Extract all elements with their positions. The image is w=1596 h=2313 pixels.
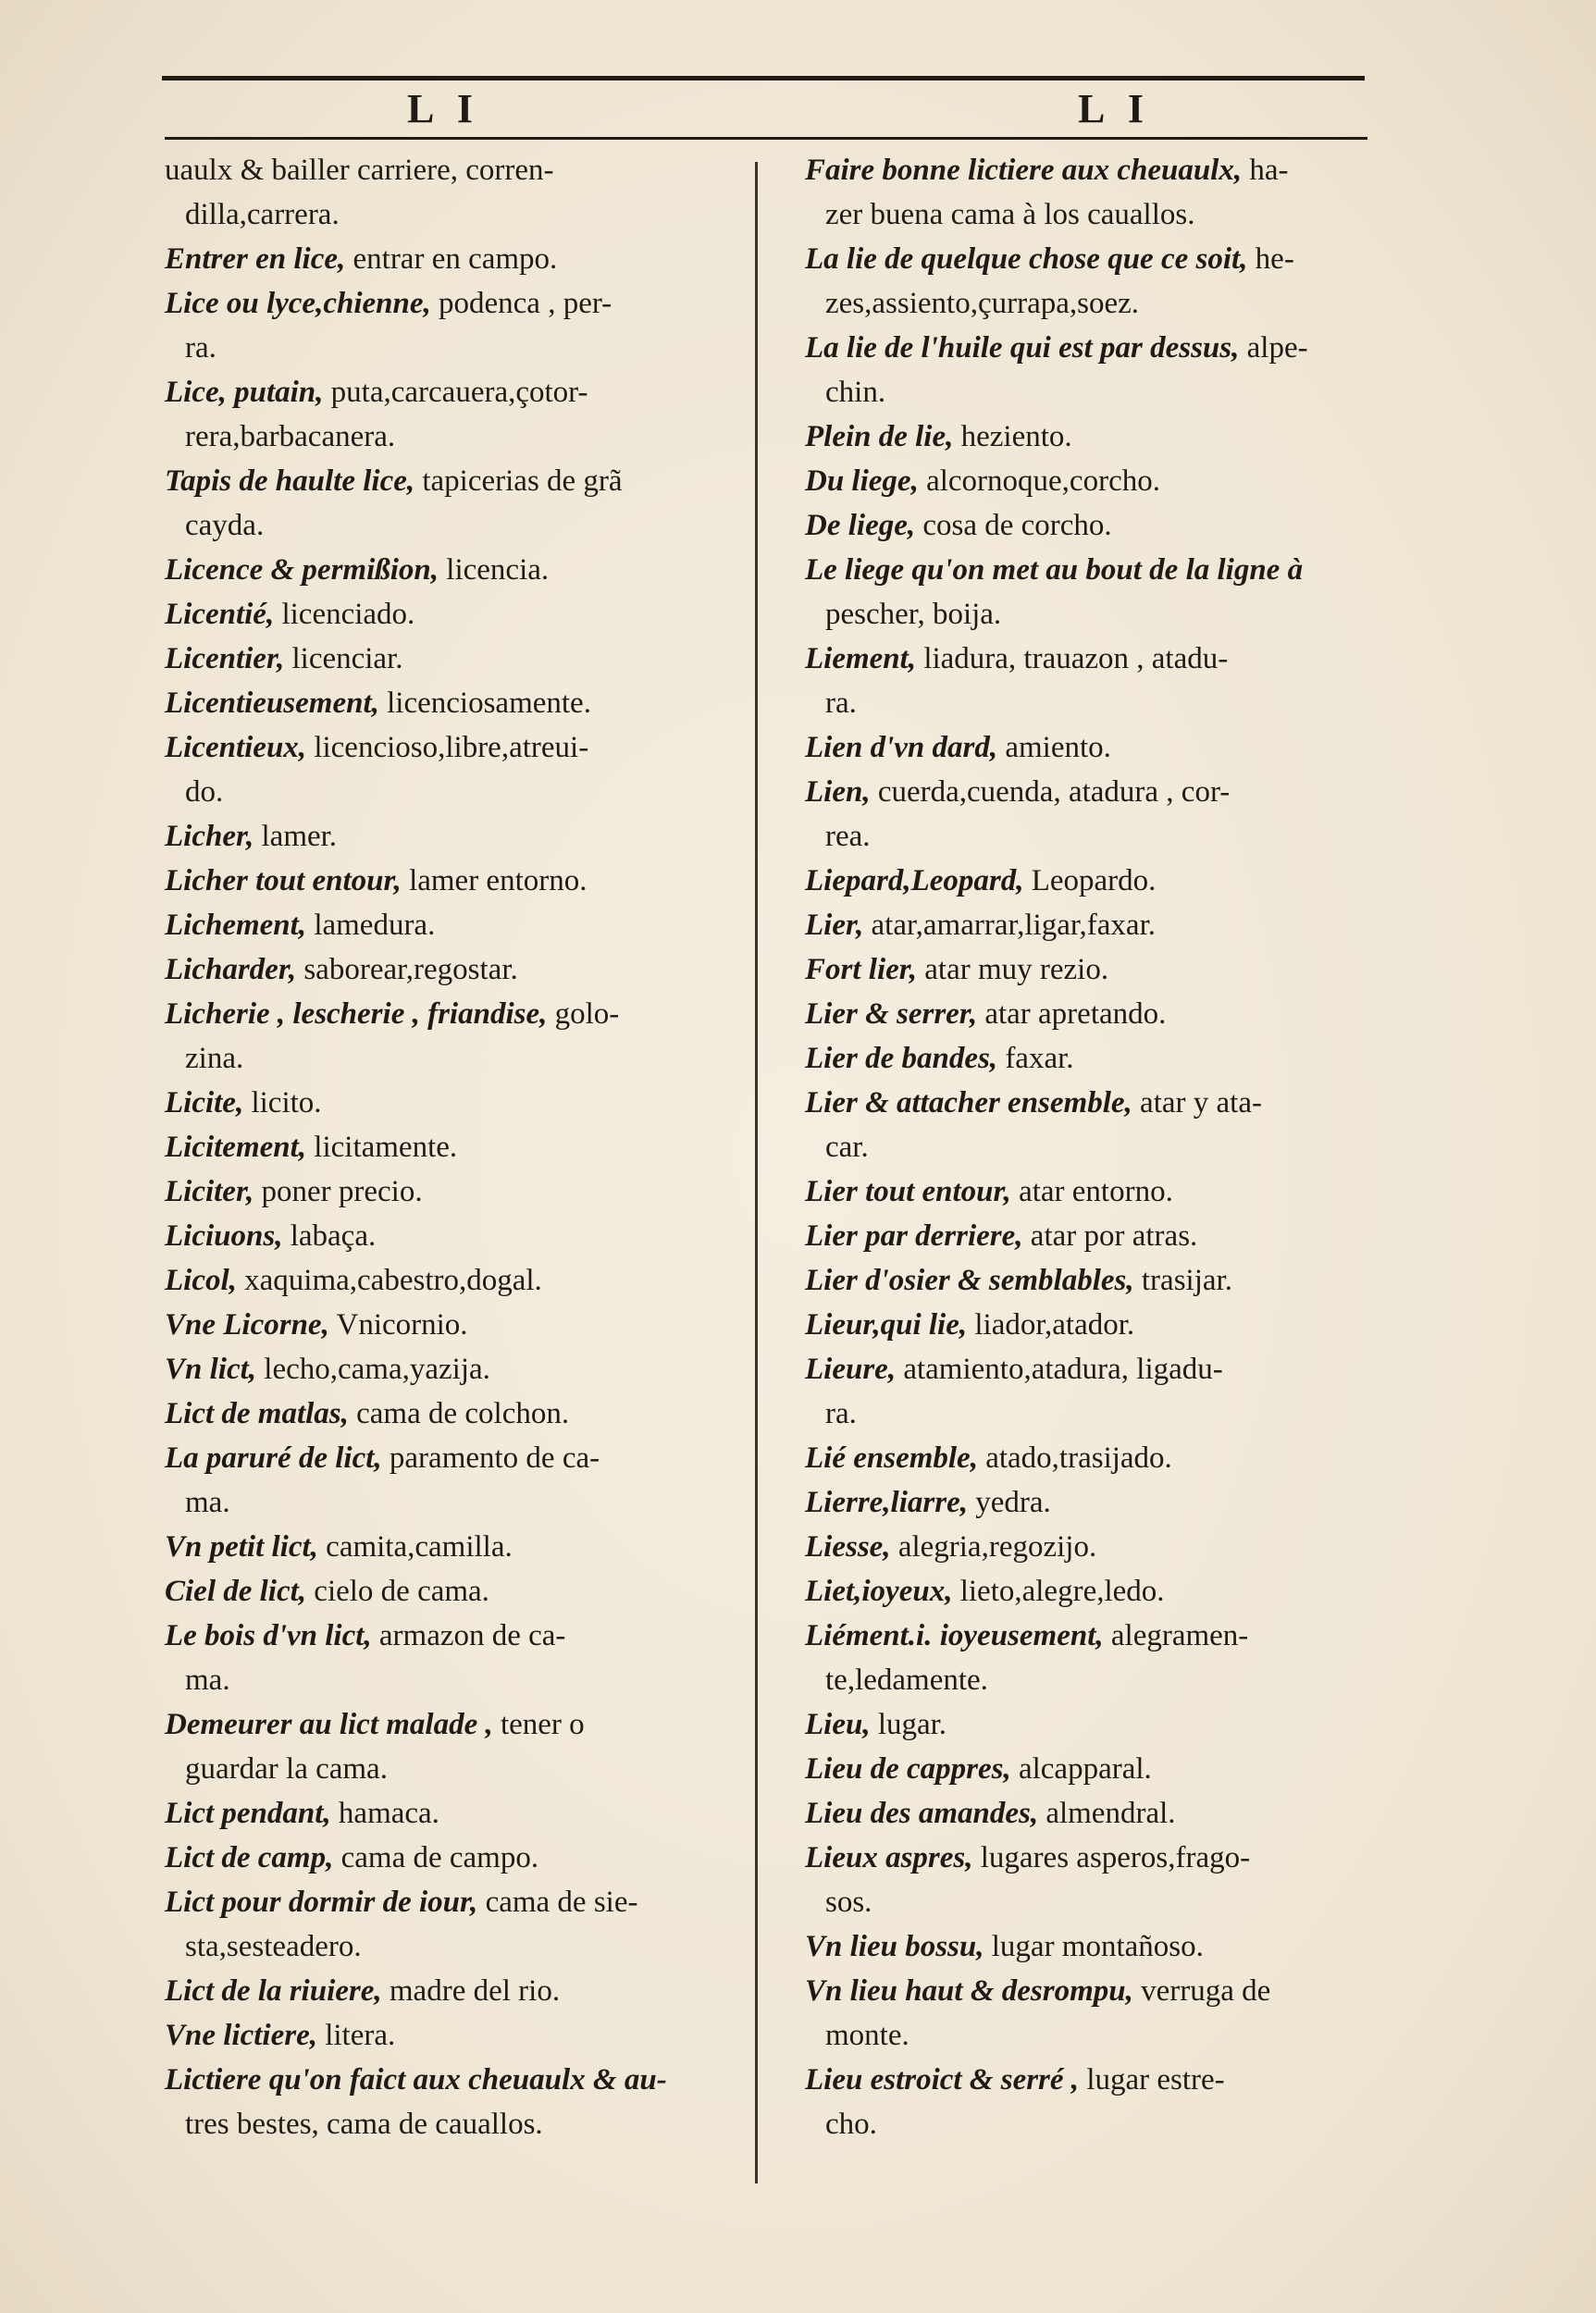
dictionary-entry (805, 1258, 1397, 1303)
entry-first-line (805, 731, 1111, 764)
entry-first-line (805, 909, 1156, 942)
entry-first-line (165, 686, 591, 720)
entry-translation: paramento de ca- (381, 1441, 600, 1475)
dictionary-entry (805, 1836, 1397, 1924)
entry-first-line (165, 909, 435, 942)
entry-translation: tener o (492, 1708, 585, 1741)
entry-first-line (165, 1086, 322, 1119)
entry-continuation: rera,barbacanera. (185, 420, 396, 453)
entry-translation: lugar. (870, 1708, 947, 1741)
entry-headword: Lieur,qui lie, (805, 1308, 968, 1342)
dictionary-entry (165, 1525, 757, 1569)
entry-first-line (165, 642, 403, 675)
dictionary-entry (805, 725, 1397, 770)
entry-first-line (805, 1486, 1051, 1519)
entry-translation: verruga de (1132, 1974, 1271, 2008)
entry-headword: Lié ensemble, (805, 1441, 978, 1475)
dictionary-entry (805, 1702, 1397, 1747)
entry-headword: Liesse, (805, 1530, 891, 1564)
dictionary-entry (805, 548, 1397, 637)
entry-continuation: te,ledamente. (825, 1664, 988, 1697)
entry-headword: Fort lier, (805, 953, 918, 986)
entry-translation: cuerda,cuenda, atadura , cor- (870, 775, 1231, 809)
entry-first-line (805, 154, 1289, 187)
entry-first-line (805, 1841, 1250, 1874)
entry-first-line (165, 1353, 490, 1386)
entry-translation: uaulx & bailler carriere, corren- (165, 154, 554, 187)
dictionary-entry (165, 1258, 757, 1303)
dictionary-entry (805, 2058, 1397, 2146)
entry-headword: Lieu estroict & serré , (805, 2063, 1080, 2097)
dictionary-entry (805, 459, 1397, 503)
entry-first-line (165, 154, 554, 187)
entry-headword: Licentier, (165, 642, 285, 675)
entry-translation: licenciar. (284, 642, 403, 675)
dictionary-entry (165, 903, 757, 947)
entry-translation: lamedura. (306, 909, 436, 942)
entry-first-line (805, 420, 1072, 453)
dictionary-entry (805, 1036, 1397, 1081)
dictionary-entry (165, 1392, 757, 1436)
entry-first-line (165, 1308, 468, 1342)
dictionary-entry (165, 637, 757, 681)
entry-translation: liador,atador. (967, 1308, 1135, 1342)
entry-first-line (165, 287, 612, 320)
entry-translation: golo- (547, 997, 620, 1031)
entry-first-line (165, 1441, 600, 1475)
entry-continuation: sta,sesteadero. (185, 1930, 362, 1963)
entry-first-line (805, 331, 1308, 365)
entry-translation: cosa de corcho. (915, 509, 1112, 542)
entry-translation: podenca , per- (430, 287, 612, 320)
entry-headword: Licherie , lescherie , friandise, (165, 997, 548, 1031)
entry-translation: atar muy rezio. (917, 953, 1109, 986)
dictionary-entry (165, 1436, 757, 1525)
entry-headword: Lier d'osier & semblables, (805, 1264, 1134, 1297)
entry-headword: Lien, (805, 775, 871, 809)
dictionary-entry (805, 1436, 1397, 1480)
entry-translation: cielo de cama. (306, 1575, 489, 1608)
dictionary-entry (165, 1569, 757, 1614)
entry-headword: Vne lictiere, (165, 2019, 317, 2052)
entry-headword: Lieu des amandes, (805, 1797, 1039, 1830)
entry-translation: ha- (1242, 154, 1289, 187)
entry-first-line (805, 953, 1108, 986)
entry-translation: licenciosamente. (378, 686, 591, 720)
entry-first-line (805, 1308, 1134, 1342)
entry-continuation: ma. (185, 1486, 230, 1519)
entry-first-line (165, 1575, 489, 1608)
dictionary-entry (805, 1969, 1397, 2058)
entry-translation: entrar en campo. (345, 242, 558, 276)
entry-translation: atar entorno. (1010, 1175, 1173, 1208)
entry-headword: Lict de la riuiere, (165, 1974, 382, 2008)
entry-headword: Lict de camp, (165, 1841, 334, 1874)
entry-translation: yedra. (967, 1486, 1051, 1519)
entry-translation: atar,amarrar,ligar,faxar. (863, 909, 1156, 942)
dictionary-entry (165, 1880, 757, 1969)
entry-first-line (165, 553, 549, 587)
entry-headword: Lice ou lyce,chienne, (165, 287, 431, 320)
entry-translation: lugar montañoso. (984, 1930, 1204, 1963)
entry-headword: Tapis de haulte lice, (165, 464, 415, 498)
entry-headword: Liepard,Leopard, (805, 864, 1024, 897)
entry-translation: atado,trasijado. (977, 1441, 1172, 1475)
entry-headword: Le liege qu'on met au bout de la ligne à (805, 553, 1304, 587)
entry-first-line (805, 1974, 1270, 2008)
entry-first-line (805, 1353, 1223, 1386)
entry-headword: Lier & attacher ensemble, (805, 1086, 1132, 1119)
right-column (805, 148, 1397, 2146)
dictionary-entry (805, 414, 1397, 459)
entry-headword: Licentieux, (165, 731, 307, 764)
entry-translation: cama de campo. (333, 1841, 539, 1874)
dictionary-entry (805, 637, 1397, 725)
entry-headword: Vn petit lict, (165, 1530, 318, 1564)
entry-first-line (805, 1708, 946, 1741)
entry-continuation: chin. (825, 376, 886, 409)
entry-first-line (805, 1042, 1074, 1075)
entry-translation: xaquima,cabestro,dogal. (236, 1264, 542, 1297)
dictionary-entry (805, 237, 1397, 326)
entry-continuation: cho. (825, 2108, 877, 2141)
dictionary-entry (165, 459, 757, 548)
left-running-head: L I (407, 86, 481, 131)
entry-first-line (165, 1886, 637, 1919)
entry-translation: Leopardo. (1023, 864, 1157, 897)
dictionary-entry (165, 681, 757, 725)
entry-headword: Licitement, (165, 1131, 307, 1164)
entry-translation: madre del rio. (381, 1974, 561, 2008)
entry-continuation: ra. (825, 1397, 857, 1430)
entry-first-line (165, 242, 557, 276)
entry-first-line (805, 1264, 1232, 1297)
dictionary-entry (165, 947, 757, 992)
entry-headword: Licharder, (165, 953, 297, 986)
entry-translation: faxar. (997, 1042, 1074, 1075)
dictionary-entry (165, 1303, 757, 1347)
dictionary-entry (165, 2013, 757, 2058)
entry-first-line (805, 1619, 1248, 1652)
entry-translation: amiento. (997, 731, 1111, 764)
dictionary-entry (805, 1569, 1397, 1614)
entry-first-line (165, 376, 588, 409)
entry-headword: Lictiere qu'on faict aux cheuaulx & au- (165, 2063, 667, 2097)
entry-continuation: tres bestes, cama de cauallos. (185, 2108, 543, 2141)
entry-first-line (165, 1797, 439, 1830)
entry-first-line (805, 775, 1230, 809)
dictionary-entry (805, 1791, 1397, 1836)
entry-continuation: ra. (825, 686, 857, 720)
entry-continuation: zina. (185, 1042, 244, 1075)
dictionary-entry (805, 326, 1397, 414)
entry-first-line (805, 1086, 1262, 1119)
entry-continuation: zes,assiento,çurrapa,soez. (825, 287, 1140, 320)
dictionary-entry (805, 1480, 1397, 1525)
dictionary-entry (165, 1702, 757, 1791)
entry-continuation: guardar la cama. (185, 1752, 388, 1786)
entry-translation: atar apretando. (977, 997, 1167, 1031)
entry-headword: Ciel de lict, (165, 1575, 307, 1608)
dictionary-entry (805, 859, 1397, 903)
entry-first-line (165, 1219, 376, 1253)
dictionary-entry (165, 859, 757, 903)
entry-translation: lugares asperos,frago- (972, 1841, 1251, 1874)
entry-first-line (805, 1575, 1165, 1608)
dictionary-entry (805, 1169, 1397, 1214)
dictionary-entry (805, 1081, 1397, 1169)
entry-first-line (165, 464, 623, 498)
entry-headword: Liciuons, (165, 1219, 283, 1253)
entry-translation: almendral. (1038, 1797, 1176, 1830)
dictionary-entry (805, 1614, 1397, 1702)
dictionary-entry (165, 725, 757, 814)
entry-translation: poner precio. (254, 1175, 423, 1208)
dictionary-entry (165, 1969, 757, 2013)
right-running-head: L I (1078, 86, 1152, 131)
entry-headword: Lien d'vn dard, (805, 731, 998, 764)
dictionary-entry (805, 1924, 1397, 1969)
entry-continuation: do. (185, 775, 224, 809)
entry-headword: Lict pour dormir de iour, (165, 1886, 478, 1919)
entry-headword: Licentieusement, (165, 686, 379, 720)
entry-translation: alcornoque,corcho. (918, 464, 1160, 498)
entry-headword: Lieu de cappres, (805, 1752, 1011, 1786)
entry-continuation: dilla,carrera. (185, 198, 340, 231)
entry-first-line (805, 1175, 1173, 1208)
entry-translation: alpe- (1239, 331, 1308, 365)
entry-continuation: pescher, boija. (825, 598, 1002, 631)
entry-translation: tapicerias de grã (414, 464, 623, 498)
entry-headword: Lict de matlas, (165, 1397, 349, 1430)
entry-headword: Lierre,liarre, (805, 1486, 968, 1519)
entry-headword: Du liege, (805, 464, 919, 498)
entry-headword: Lieure, (805, 1353, 897, 1386)
entry-headword: Vne Licorne, (165, 1308, 329, 1342)
entry-headword: Licite, (165, 1086, 244, 1119)
entry-first-line (805, 864, 1156, 897)
entry-headword: Licher tout entour, (165, 864, 402, 897)
entry-translation: he- (1247, 242, 1294, 276)
entry-headword: Demeurer au lict malade , (165, 1708, 493, 1741)
entry-translation: alcapparal. (1010, 1752, 1152, 1786)
dictionary-entry (165, 148, 757, 237)
entry-headword: Lichement, (165, 909, 307, 942)
dictionary-entry (165, 1214, 757, 1258)
entry-first-line (805, 1441, 1172, 1475)
entry-first-line (165, 1131, 457, 1164)
entry-headword: Le bois d'vn lict, (165, 1619, 372, 1652)
entry-translation: cama de sie- (477, 1886, 638, 1919)
entry-headword: Licher, (165, 820, 254, 853)
dictionary-entry (165, 2058, 757, 2146)
entry-headword: Lier tout entour, (805, 1175, 1011, 1208)
entry-continuation: cayda. (185, 509, 265, 542)
entry-headword: Licentié, (165, 598, 275, 631)
entry-first-line (805, 509, 1112, 542)
entry-first-line (805, 1797, 1176, 1830)
dictionary-entry (165, 1836, 757, 1880)
entry-first-line (165, 2063, 667, 2097)
entry-headword: Entrer en lice, (165, 242, 346, 276)
entry-headword: Lier & serrer, (805, 997, 978, 1031)
entry-first-line (165, 1974, 560, 2008)
entry-translation: alegramen- (1103, 1619, 1249, 1652)
dictionary-entry (805, 992, 1397, 1036)
entry-headword: Vn lieu bossu, (805, 1930, 984, 1963)
entry-translation: alegria,regozijo. (890, 1530, 1097, 1564)
dictionary-entry (165, 1081, 757, 1125)
entry-first-line (805, 464, 1160, 498)
dictionary-entry (165, 1169, 757, 1214)
dictionary-entry (805, 1747, 1397, 1791)
entry-headword: Liciter, (165, 1175, 254, 1208)
entry-translation: atar por atras. (1022, 1219, 1198, 1253)
entry-headword: Lice, putain, (165, 376, 324, 409)
entry-translation: trasijar. (1133, 1264, 1232, 1297)
entry-headword: La lie de quelque chose que ce soit, (805, 242, 1248, 276)
entry-first-line (805, 1752, 1152, 1786)
entry-translation: Vnicornio. (328, 1308, 468, 1342)
entry-translation: litera. (316, 2019, 396, 2052)
entry-first-line (805, 553, 1303, 587)
entry-headword: Lict pendant, (165, 1797, 331, 1830)
entry-continuation: sos. (825, 1886, 872, 1919)
entry-first-line (165, 953, 518, 986)
entry-first-line (165, 1708, 585, 1741)
dictionary-entry (165, 281, 757, 370)
entry-translation: armazon de ca- (371, 1619, 566, 1652)
entry-first-line (165, 1530, 513, 1564)
dictionary-entry (165, 548, 757, 592)
entry-first-line (165, 1264, 542, 1297)
entry-headword: Faire bonne lictiere aux cheuaulx, (805, 154, 1243, 187)
entry-first-line (805, 642, 1228, 675)
entry-headword: Licol, (165, 1264, 237, 1297)
entry-continuation: ma. (185, 1664, 230, 1697)
entry-translation: licito. (243, 1086, 322, 1119)
entry-first-line (165, 1619, 565, 1652)
entry-continuation: car. (825, 1131, 869, 1164)
left-column (165, 148, 757, 2146)
entry-first-line (165, 997, 619, 1031)
entry-headword: Lier par derriere, (805, 1219, 1023, 1253)
entry-translation: atar y ata- (1132, 1086, 1262, 1119)
entry-translation: lieto,alegre,ledo. (952, 1575, 1165, 1608)
entry-translation: liadura, trauazon , atadu- (916, 642, 1229, 675)
entry-headword: Vn lict, (165, 1353, 257, 1386)
entry-headword: Vn lieu haut & desrompu, (805, 1974, 1133, 2008)
entry-continuation: monte. (825, 2019, 909, 2052)
dictionary-entry (165, 370, 757, 459)
entry-translation: cama de colchon. (348, 1397, 570, 1430)
entry-headword: De liege, (805, 509, 916, 542)
entry-translation: heziento. (953, 420, 1072, 453)
entry-headword: Lier de bandes, (805, 1042, 998, 1075)
dictionary-entry (165, 1614, 757, 1702)
entry-headword: Lier, (805, 909, 864, 942)
entry-first-line (805, 1219, 1197, 1253)
entry-translation: atamiento,atadura, ligadu- (896, 1353, 1223, 1386)
header-rule-top (162, 76, 1365, 80)
entry-translation: saborear,regostar. (296, 953, 518, 986)
entry-continuation: rea. (825, 820, 871, 853)
entry-headword: Lieu, (805, 1708, 871, 1741)
dictionary-entry (805, 1214, 1397, 1258)
entry-first-line (165, 820, 337, 853)
entry-first-line (805, 997, 1166, 1031)
dictionary-entry (165, 1791, 757, 1836)
entry-headword: Plein de lie, (805, 420, 954, 453)
dictionary-entry (805, 148, 1397, 237)
dictionary-entry (165, 1347, 757, 1392)
entry-translation: lamer entorno. (401, 864, 588, 897)
entry-translation: puta,carcauera,çotor- (323, 376, 588, 409)
dictionary-entry (805, 1303, 1397, 1347)
entry-translation: licencia. (439, 553, 550, 587)
entry-first-line (165, 731, 588, 764)
entry-first-line (805, 242, 1294, 276)
dictionary-entry (165, 1125, 757, 1169)
dictionary-entry (805, 903, 1397, 947)
dictionary-entry (805, 770, 1397, 859)
entry-headword: La lie de l'huile qui est par dessus, (805, 331, 1240, 365)
entry-continuation: ra. (185, 331, 217, 365)
dictionary-entry (805, 1347, 1397, 1436)
entry-first-line (165, 864, 588, 897)
entry-translation: lamer. (254, 820, 338, 853)
dictionary-entry (805, 947, 1397, 992)
entry-first-line (165, 1397, 569, 1430)
entry-headword: Liement, (805, 642, 917, 675)
entry-continuation: zer buena cama à los cauallos. (825, 198, 1195, 231)
entry-first-line (805, 2063, 1225, 2097)
dictionary-entry (805, 503, 1397, 548)
entry-translation: hamaca. (330, 1797, 439, 1830)
entry-headword: Liément.i. ioyeusement, (805, 1619, 1104, 1652)
dictionary-entry (165, 814, 757, 859)
entry-translation: lecho,cama,yazija. (256, 1353, 490, 1386)
entry-translation: licencioso,libre,atreui- (306, 731, 589, 764)
dictionary-entry (165, 992, 757, 1081)
dictionary-entry (165, 237, 757, 281)
dictionary-entry (805, 1525, 1397, 1569)
entry-translation: camita,camilla. (317, 1530, 513, 1564)
entry-headword: La paruré de lict, (165, 1441, 382, 1475)
entry-first-line (165, 598, 414, 631)
entry-headword: Licence & permißion, (165, 553, 439, 587)
entry-translation: licenciado. (274, 598, 415, 631)
dictionary-entry (165, 592, 757, 637)
entry-headword: Lieux aspres, (805, 1841, 973, 1874)
entry-first-line (805, 1930, 1204, 1963)
entry-translation: labaça. (282, 1219, 377, 1253)
header-rule-bottom (165, 137, 1367, 140)
entry-translation: licitamente. (306, 1131, 458, 1164)
entry-first-line (165, 1841, 538, 1874)
entry-translation: lugar estre- (1079, 2063, 1225, 2097)
entry-first-line (165, 2019, 395, 2052)
entry-first-line (165, 1175, 423, 1208)
entry-headword: Liet,ioyeux, (805, 1575, 953, 1608)
entry-first-line (805, 1530, 1096, 1564)
